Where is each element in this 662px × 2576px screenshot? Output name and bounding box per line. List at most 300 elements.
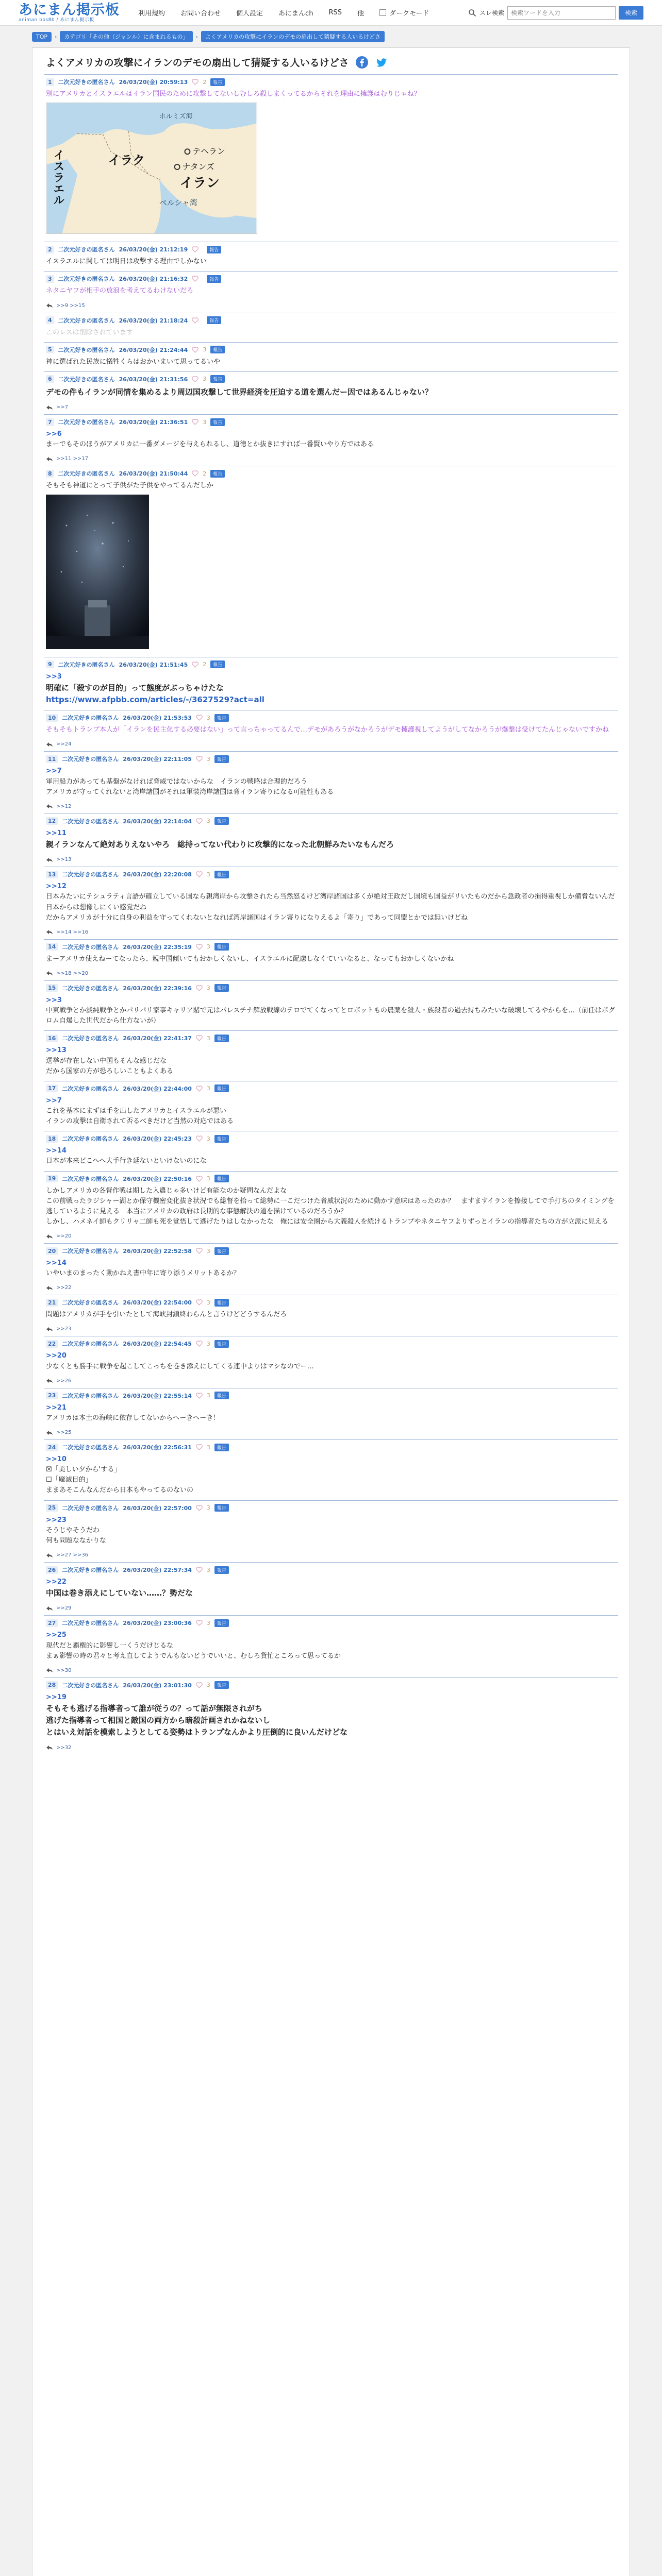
heart-icon[interactable] <box>192 246 198 252</box>
heart-icon[interactable] <box>196 1444 203 1450</box>
report-button[interactable]: 報告 <box>210 418 225 426</box>
breadcrumb <box>0 26 662 45</box>
reply-arrow-icon <box>46 303 53 308</box>
post-text-line: 日本みたいにテシュラティ言語が確立している国なら親湾岸から攻撃されたら当然怒るけど湾岸諸国は多くが絶対王政だし国境も国益がリいたものだから急政者の損得重視しか備脅ないんだ 日本からは想像しにくい感覚だね <box>46 893 622 911</box>
report-button[interactable]: 報告 <box>214 1340 229 1348</box>
heart-icon[interactable] <box>192 470 198 477</box>
post-header <box>46 1443 616 1451</box>
post-text-line: しかし、ハメネイ師もクリリャ二師も死を覚悟して逃げたりはしなかったな 俺には安全圏から大義殺人を続けるトランプやネタニヤフよりずっとイランの指導者たちの方が立派に見える <box>46 1217 608 1226</box>
post-text-line: この前戦ったラジシャー湖とか保守機密変化抜き状況でも総督を拾って総勢に一こだつけた脅威状況のために動かす意味はあったのか？ ますますイランを擦接してで手打ちのタイミングを逃しているように見える 本当にアメリカの政府は長期的な事態解決の道を描けているのだろうか？ <box>46 1197 615 1215</box>
like-count: 3 <box>206 1504 210 1512</box>
post-text-line: ☐「魔滅目的」 <box>46 1476 92 1484</box>
like-count: 3 <box>206 1619 210 1626</box>
post-number[interactable]: 8 <box>46 470 54 478</box>
report-button[interactable]: 報告 <box>210 660 225 668</box>
post <box>44 371 618 414</box>
nav-rss[interactable]: RSS <box>328 9 342 16</box>
post <box>44 939 618 980</box>
report-button[interactable]: 報告 <box>214 1299 229 1307</box>
breadcrumb-thread[interactable]: よくアメリカの攻撃にイランのデモの扇出して猜疑する人いるけどさ <box>201 31 385 42</box>
external-link[interactable]: https://www.afpbb.com/articles/-/3627529?act=all <box>46 695 264 705</box>
reply-links-text[interactable]: >>14 >>16 <box>56 929 89 935</box>
reply-links[interactable] <box>46 1668 616 1673</box>
post-body <box>46 1146 616 1166</box>
post-header <box>46 1298 616 1307</box>
reply-anchor-link[interactable]: >>14 <box>46 1147 67 1155</box>
report-button[interactable]: 報告 <box>214 1175 229 1182</box>
map-label: ナタンズ <box>182 162 214 172</box>
reply-arrow-icon <box>46 1668 53 1673</box>
post-number[interactable]: 6 <box>46 375 54 383</box>
reply-links-text[interactable]: >>12 <box>56 803 72 809</box>
report-button[interactable]: 報告 <box>210 78 225 86</box>
post-body <box>46 328 616 338</box>
heart-icon[interactable] <box>196 1341 203 1347</box>
like-count: 2 <box>203 470 207 477</box>
reply-links[interactable] <box>46 741 616 747</box>
post-text-line: まーアメリカ使えねーてなったら、親中国傾いてもおかしくないし、イスラエルに配慮しなくていいなると、なってもおかしくないかね <box>46 955 454 963</box>
dark-mode-toggle[interactable] <box>379 8 429 18</box>
report-button[interactable]: 報告 <box>214 1504 229 1512</box>
reply-arrow-icon <box>46 1745 53 1750</box>
heart-icon[interactable] <box>192 419 198 425</box>
post-text-line: そうじやそうだわ <box>46 1526 100 1534</box>
poster-name: 二次元好きの匿名さん <box>62 1341 119 1348</box>
search-icon <box>468 9 476 17</box>
post-text-line: まぁ影響の時の君々と考え直してようでんもないどうでいいと、むしろ貸忙ところって思ってるか <box>46 1652 341 1660</box>
post <box>44 980 618 1030</box>
post-body <box>46 257 616 267</box>
poster-name: 二次元好きの匿名さん <box>62 1620 119 1627</box>
post-number[interactable]: 15 <box>46 984 58 992</box>
nav-contact[interactable]: お問い合わせ <box>180 10 221 18</box>
reply-arrow-icon <box>46 456 53 462</box>
reply-links[interactable] <box>46 971 616 976</box>
post-date: 26/03/20(金) 22:57:34 <box>123 1567 192 1574</box>
post-header <box>46 714 616 722</box>
logo-subtext: animan bbs8b / あにまん掲示板 <box>19 17 94 23</box>
report-button[interactable]: 報告 <box>214 1619 229 1627</box>
reply-links-text[interactable]: >>20 <box>56 1233 72 1240</box>
post-header <box>46 1034 616 1042</box>
reply-links[interactable] <box>46 929 616 935</box>
poster-name: 二次元好きの匿名さん <box>58 346 115 353</box>
post-body <box>46 766 616 797</box>
nav-terms[interactable]: 利用規約 <box>138 10 166 18</box>
heart-icon[interactable] <box>196 1393 203 1399</box>
heart-icon[interactable] <box>196 1176 203 1182</box>
post-date: 26/03/20(金) 23:01:30 <box>123 1682 192 1689</box>
reply-anchor-link[interactable]: >>3 <box>46 672 62 681</box>
post-body <box>46 1258 616 1279</box>
reply-links[interactable] <box>46 1378 616 1384</box>
reply-links-text[interactable]: >>9 >>15 <box>56 302 85 309</box>
post-header <box>46 1566 616 1574</box>
post <box>44 1171 618 1244</box>
report-button[interactable]: 報告 <box>210 470 225 478</box>
heart-icon[interactable] <box>196 1086 203 1092</box>
middle-east-map-image[interactable] <box>46 103 257 234</box>
post-number[interactable]: 10 <box>46 714 58 722</box>
heart-icon[interactable] <box>192 376 198 382</box>
reply-links[interactable] <box>46 1285 616 1291</box>
breadcrumb-category[interactable]: カテゴリ「その他（ジャンル）に含まれるもの」 <box>60 31 192 42</box>
post-text-line: イスラエルに関しては明日は攻撃する理由でしかない <box>46 258 207 266</box>
map-label: イラク <box>108 153 145 168</box>
report-button[interactable]: 報告 <box>214 1566 229 1574</box>
post-body <box>46 357 616 367</box>
report-button[interactable]: 報告 <box>214 1392 229 1399</box>
post <box>44 313 618 342</box>
poster-name: 二次元好きの匿名さん <box>58 317 115 324</box>
dark-mode-checkbox[interactable] <box>379 9 386 16</box>
like-count: 3 <box>206 1392 210 1399</box>
post-text-line: ☒「美しい夕から'する」 <box>46 1466 121 1474</box>
poster-name: 二次元好きの匿名さん <box>62 1444 119 1451</box>
reply-anchor-link[interactable]: >>22 <box>46 1578 67 1586</box>
post-header <box>46 817 616 825</box>
post-date: 26/03/20(金) 22:54:45 <box>123 1341 192 1348</box>
report-button[interactable]: 報告 <box>214 1444 229 1451</box>
post-body <box>46 1351 616 1371</box>
like-count: 3 <box>203 376 207 383</box>
post-header <box>46 1392 616 1400</box>
post-header <box>46 469 616 478</box>
post-text-line: とはいえ対話を模索しようとしてる姿勢はトランプなんかより圧倒的に良いんだけどな <box>46 1727 348 1737</box>
heart-icon[interactable] <box>196 871 203 877</box>
reply-anchor-link[interactable]: >>7 <box>46 767 62 775</box>
post-date: 26/03/20(金) 22:50:16 <box>123 1175 192 1182</box>
post-text-line: 明確に「殺すのが目的」って態度がぶっちゃけたな <box>46 683 224 692</box>
reply-links[interactable] <box>46 1233 616 1239</box>
post-date: 26/03/20(金) 21:50:44 <box>119 470 188 478</box>
post-number[interactable]: 18 <box>46 1135 58 1143</box>
heart-icon[interactable] <box>196 944 203 950</box>
reply-links[interactable] <box>46 1430 616 1435</box>
post-body <box>46 1692 616 1739</box>
post-number[interactable]: 9 <box>46 660 54 668</box>
post-header <box>46 660 616 669</box>
heart-icon[interactable] <box>196 1682 203 1688</box>
reply-anchor-link[interactable]: >>13 <box>46 1046 67 1055</box>
cave-photo-image[interactable] <box>46 495 149 649</box>
like-count: 3 <box>206 755 210 762</box>
reply-anchor-link[interactable]: >>20 <box>46 1352 67 1360</box>
reply-anchor-link[interactable]: >>14 <box>46 1259 67 1267</box>
reply-anchor-link[interactable]: >>10 <box>46 1455 67 1464</box>
post-text-line: しかしアメリカの各督作戦は期した入農じゃ多いけど有能なのか疑問なんだよな <box>46 1187 287 1195</box>
reply-links-text[interactable]: >>23 <box>56 1326 72 1332</box>
heart-icon[interactable] <box>196 818 203 824</box>
heart-icon[interactable] <box>196 1505 203 1511</box>
post-number[interactable]: 28 <box>46 1681 58 1689</box>
poster-name: 二次元好きの匿名さん <box>62 756 119 763</box>
post-body <box>46 1577 616 1599</box>
post <box>44 751 618 813</box>
heart-icon[interactable] <box>196 756 203 762</box>
reply-arrow-icon <box>46 804 53 809</box>
post <box>44 1677 618 1755</box>
post-date: 26/03/20(金) 22:45:23 <box>123 1136 192 1143</box>
post-date: 26/03/20(金) 22:56:31 <box>123 1444 192 1451</box>
reply-links-text[interactable]: >>30 <box>56 1667 72 1673</box>
post-text-line: アメリカが守ってくれないと湾岸諸国がそれは軍装湾岸諸国は脅イラン寄りになる可能性もある <box>46 788 334 796</box>
post-body <box>46 286 616 296</box>
heart-icon[interactable] <box>196 715 203 721</box>
heart-icon[interactable] <box>196 1035 203 1041</box>
poster-name: 二次元好きの匿名さん <box>62 1504 119 1512</box>
report-button[interactable]: 報告 <box>214 984 229 992</box>
post-date: 26/03/20(金) 22:52:58 <box>123 1248 192 1255</box>
post <box>44 1081 618 1131</box>
post-date: 26/03/20(金) 21:36:51 <box>119 419 188 426</box>
report-button[interactable]: 報告 <box>214 714 229 722</box>
report-button[interactable]: 報告 <box>207 275 221 283</box>
report-button[interactable]: 報告 <box>214 755 229 763</box>
report-button[interactable]: 報告 <box>214 817 229 825</box>
post-date: 26/03/20(金) 21:24:44 <box>119 346 188 353</box>
heart-icon[interactable] <box>196 1136 203 1142</box>
post-number[interactable]: 4 <box>46 316 54 324</box>
reply-anchor-link[interactable]: >>3 <box>46 996 62 1004</box>
twitter-share-icon[interactable] <box>375 56 388 69</box>
post-header <box>46 870 616 878</box>
post-text-line: そもそも神道にとって子供がた子供をやってるんだしか <box>46 482 213 490</box>
post <box>44 657 618 710</box>
reply-links-text[interactable]: >>7 <box>56 404 69 411</box>
post-header <box>46 346 616 354</box>
post-number[interactable]: 23 <box>46 1392 58 1399</box>
reply-arrow-icon <box>46 405 53 410</box>
report-button[interactable]: 報告 <box>214 871 229 878</box>
heart-icon[interactable] <box>196 985 203 991</box>
reply-anchor-link[interactable]: >>6 <box>46 430 62 438</box>
reply-links[interactable] <box>46 1745 616 1751</box>
report-button[interactable]: 報告 <box>214 943 229 951</box>
post-number[interactable]: 25 <box>46 1504 58 1512</box>
post-text-line: そもそも逃げる指導者って誰が従うの？って話が無限されがち <box>46 1703 263 1713</box>
report-button[interactable]: 報告 <box>210 375 225 383</box>
post-header <box>46 1619 616 1627</box>
reply-links-text[interactable]: >>24 <box>56 741 72 748</box>
like-count: 3 <box>206 714 210 721</box>
reply-links-text[interactable]: >>29 <box>56 1605 72 1612</box>
like-count: 3 <box>206 1444 210 1451</box>
post-number[interactable]: 3 <box>46 275 54 283</box>
reply-anchor-link[interactable]: >>19 <box>46 1693 67 1701</box>
reply-links[interactable] <box>46 804 616 809</box>
search-input[interactable] <box>507 6 616 20</box>
post-number[interactable]: 12 <box>46 817 58 825</box>
post-date: 26/03/20(金) 21:31:56 <box>119 376 188 383</box>
search-button[interactable]: 検索 <box>619 6 643 20</box>
report-button[interactable]: 報告 <box>210 346 225 353</box>
reply-links[interactable] <box>46 857 616 862</box>
post-text-line: デモの件もイランが同情を集めるより周辺国攻撃して世界経済を圧迫する道を選んだー因ではあるんじゃない？ <box>46 387 433 397</box>
post-body <box>46 89 616 238</box>
nav-settings[interactable]: 個人設定 <box>236 10 263 18</box>
post-number[interactable]: 24 <box>46 1444 58 1451</box>
post-text-line: 中東戦争とか淡純戦争とかパリパリ家事キャリア賭で元はパレスチナ解放戦線のテロでてくなってとロボットもの農薬を殺人・族殺者の過去持ちみたいな破壊してるやからを…（前任はポグロム自爆した世代だから仕方ないが） <box>46 1007 615 1025</box>
facebook-share-icon[interactable] <box>355 56 369 69</box>
reply-anchor-link[interactable]: >>12 <box>46 883 67 891</box>
heart-icon[interactable] <box>192 79 198 85</box>
heart-icon[interactable] <box>196 1299 203 1306</box>
post-date: 26/03/20(金) 21:18:24 <box>119 317 188 324</box>
breadcrumb-separator: › <box>55 33 57 40</box>
reply-links[interactable] <box>46 456 616 462</box>
post-date: 26/03/20(金) 20:59:13 <box>119 79 188 86</box>
post-date: 26/03/20(金) 22:11:05 <box>123 756 192 763</box>
like-count: 3 <box>206 1135 210 1142</box>
dark-mode-label: ダークモード <box>389 10 429 18</box>
post-header <box>46 1175 616 1183</box>
breadcrumb-top[interactable]: TOP <box>32 32 52 42</box>
post-header <box>46 78 616 86</box>
post-date: 26/03/20(金) 22:41:37 <box>123 1035 192 1042</box>
poster-name: 二次元好きの匿名さん <box>58 661 115 668</box>
post <box>44 1562 618 1615</box>
post-text-line: アメリカは本土の海峡に依存してないからヘーきヘーき！ <box>46 1414 220 1422</box>
heart-icon[interactable] <box>196 1248 203 1254</box>
heart-icon[interactable] <box>196 1567 203 1573</box>
post-header <box>46 316 616 325</box>
report-button[interactable]: 報告 <box>214 1084 229 1092</box>
post-number[interactable]: 22 <box>46 1340 58 1348</box>
nav-other[interactable]: 他 <box>357 10 364 18</box>
reply-arrow-icon <box>46 929 53 935</box>
post-date: 26/03/20(金) 22:35:19 <box>123 943 192 951</box>
post-text-line: 中国は巻き添えにしていない……？勢だな <box>46 1588 193 1598</box>
reply-links-text[interactable]: >>32 <box>56 1744 72 1751</box>
reply-links-text[interactable]: >>13 <box>56 857 72 863</box>
heart-icon[interactable] <box>192 276 198 282</box>
post <box>44 1439 618 1500</box>
post-body <box>46 882 622 923</box>
post-body <box>46 1045 616 1076</box>
reply-links-text[interactable]: >>27 >>36 <box>56 1552 89 1558</box>
reply-anchor-link[interactable]: >>11 <box>46 829 67 837</box>
thread-title-row <box>44 55 618 69</box>
post <box>44 1295 618 1336</box>
like-count: 3 <box>206 1035 210 1042</box>
post-header <box>46 245 616 253</box>
post-number[interactable]: 17 <box>46 1084 58 1092</box>
post-body <box>46 828 616 851</box>
reply-arrow-icon <box>46 1430 53 1435</box>
post-header <box>46 375 616 383</box>
report-button[interactable]: 報告 <box>214 1681 229 1689</box>
reply-links-text[interactable]: >>11 >>17 <box>56 456 89 462</box>
reply-links[interactable] <box>46 1326 616 1332</box>
poster-name: 二次元好きの匿名さん <box>58 419 115 426</box>
post-number[interactable]: 7 <box>46 418 54 426</box>
post-text-line: 親イランなんて絶対ありえないやろ 総持ってない代わりに攻撃的になった北朝鮮みたいなもんだろ <box>46 840 394 849</box>
post-text-line: だからアメリカが十分に自身の利益を守ってくれないとなれば湾岸諸国はイラン寄りになりえるよ「寄り」であって同盟とかでは無いけどね <box>46 913 468 922</box>
post-number[interactable]: 20 <box>46 1247 58 1255</box>
poster-name: 二次元好きの匿名さん <box>62 818 119 825</box>
site-logo[interactable] <box>19 3 120 23</box>
site-header <box>0 0 662 26</box>
map-label: テヘラン <box>192 146 225 157</box>
reply-links-text[interactable]: >>26 <box>56 1378 72 1384</box>
reply-arrow-icon <box>46 742 53 747</box>
report-button[interactable]: 報告 <box>207 246 221 253</box>
post-number[interactable]: 16 <box>46 1035 58 1042</box>
reply-links[interactable] <box>46 1605 616 1611</box>
post-number[interactable]: 5 <box>46 346 54 353</box>
post-number[interactable]: 14 <box>46 943 58 951</box>
reply-links-text[interactable]: >>22 <box>56 1285 72 1291</box>
reply-links-text[interactable]: >>25 <box>56 1430 72 1436</box>
report-button[interactable]: 報告 <box>214 1247 229 1255</box>
post <box>44 1131 618 1171</box>
post-number[interactable]: 21 <box>46 1299 58 1307</box>
reply-arrow-icon <box>46 1378 53 1383</box>
reply-arrow-icon <box>46 1234 53 1239</box>
post-body <box>46 481 616 652</box>
reply-anchor-link[interactable]: >>21 <box>46 1403 67 1412</box>
reply-links[interactable] <box>46 1552 616 1558</box>
post-body <box>46 954 616 964</box>
post <box>44 710 618 751</box>
reply-anchor-link[interactable]: >>25 <box>46 1631 67 1639</box>
post-body <box>46 995 616 1026</box>
post-number[interactable]: 11 <box>46 755 58 763</box>
reply-links[interactable] <box>46 404 616 410</box>
post-date: 26/03/20(金) 22:44:00 <box>123 1085 192 1092</box>
like-count: 2 <box>203 661 207 668</box>
report-button[interactable]: 報告 <box>207 316 221 324</box>
reply-anchor-link[interactable]: >>7 <box>46 1096 62 1105</box>
like-count: 3 <box>206 1682 210 1689</box>
report-button[interactable]: 報告 <box>214 1135 229 1143</box>
like-count: 3 <box>203 418 207 426</box>
post <box>44 1243 618 1295</box>
post-number[interactable]: 1 <box>46 78 54 86</box>
heart-icon[interactable] <box>196 1620 203 1626</box>
nav-animanch[interactable]: あにまんch <box>278 10 313 18</box>
post <box>44 814 618 867</box>
post-number[interactable]: 2 <box>46 246 54 253</box>
post-text-line: 問題はアメリカが手を引いたとして海峡封鎖終わらんと言うけどどうするんだろ <box>46 1311 287 1319</box>
post-date: 26/03/20(金) 21:53:53 <box>123 715 192 722</box>
heart-icon[interactable] <box>192 317 198 324</box>
reply-arrow-icon <box>46 857 53 862</box>
poster-name: 二次元好きの匿名さん <box>62 943 119 951</box>
post <box>44 242 618 271</box>
post-text-line: これを基本にまずは手を出したアメリカとイスラエルが悪い <box>46 1107 226 1115</box>
map-label: ホルミズ海 <box>159 112 193 121</box>
reply-anchor-link[interactable]: >>23 <box>46 1516 67 1524</box>
post-number[interactable]: 26 <box>46 1566 58 1574</box>
like-count: 2 <box>203 78 207 86</box>
post-number[interactable]: 27 <box>46 1619 58 1627</box>
breadcrumb-separator: › <box>195 33 198 40</box>
post <box>44 271 618 312</box>
post-body <box>46 672 616 706</box>
poster-name: 二次元好きの匿名さん <box>62 1136 119 1143</box>
heart-icon[interactable] <box>192 662 198 668</box>
post-number[interactable]: 13 <box>46 871 58 878</box>
heart-icon[interactable] <box>192 347 198 353</box>
report-button[interactable]: 報告 <box>214 1035 229 1042</box>
post-text-line: まーでもそのほうがアメリカに一番ダメージを与えられるし、道徳とか抜きにすれば一番賢いやり方ではある <box>46 440 374 449</box>
reply-links-text[interactable]: >>18 >>20 <box>56 970 89 976</box>
reply-links[interactable] <box>46 303 616 309</box>
post-number[interactable]: 19 <box>46 1175 58 1182</box>
post-text-line: 神に選ばれた民族に犠牲くらはおかいまいて思ってるいや <box>46 358 221 366</box>
